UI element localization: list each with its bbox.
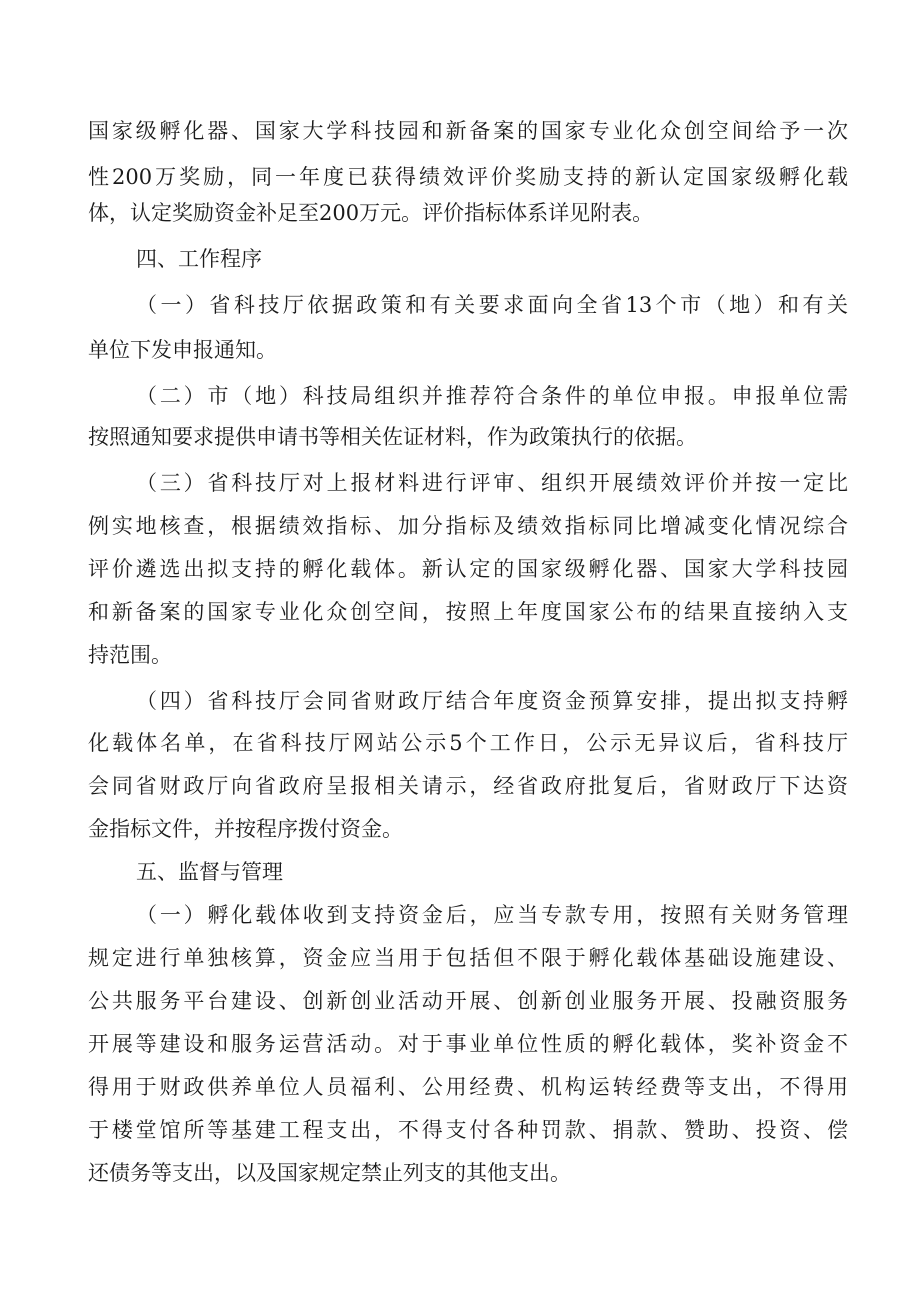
text-line: 化载体名单，在省科技厅网站公示5个工作日，公示无异议后，省科技厅 xyxy=(88,731,848,755)
text-line: 公共服务平台建设、创新创业活动开展、创新创业服务开展、投融资服务 xyxy=(88,989,848,1013)
section-heading: 四、工作程序 xyxy=(136,247,262,271)
text-line: 于楼堂馆所等基建工程支出，不得支付各种罚款、捐款、赞助、投资、偿 xyxy=(88,1118,848,1142)
text-line: 性200万奖励，同一年度已获得绩效评价奖励支持的新认定国家级孵化载 xyxy=(88,165,848,189)
text-line: 开展等建设和服务运营活动。对于事业单位性质的孵化载体，奖补资金不 xyxy=(88,1032,848,1056)
text-line: 体，认定奖励资金补足至200万元。评价指标体系详见附表。 xyxy=(88,201,654,225)
text-line: 金指标文件，并按程序拨付资金。 xyxy=(88,817,403,841)
text-line: （一）孵化载体收到支持资金后，应当专款专用，按照有关财务管理 xyxy=(136,903,848,927)
text-line: 和新备案的国家专业化众创空间，按照上年度国家公布的结果直接纳入支 xyxy=(88,600,848,624)
text-line: 例实地核查，根据绩效指标、加分指标及绩效指标同比增减变化情况综合 xyxy=(88,514,848,538)
text-line: 会同省财政厅向省政府呈报相关请示，经省政府批复后，省财政厅下达资 xyxy=(88,774,848,798)
text-line: 持范围。 xyxy=(88,643,172,667)
text-line: 得用于财政供养单位人员福利、公用经费、机构运转经费等支出，不得用 xyxy=(88,1075,848,1099)
text-line: （一）省科技厅依据政策和有关要求面向全省13个市（地）和有关 xyxy=(136,293,848,317)
text-line: 还债务等支出，以及国家规定禁止列支的其他支出。 xyxy=(88,1161,571,1185)
text-line: 评价遴选出拟支持的孵化载体。新认定的国家级孵化器、国家大学科技园 xyxy=(88,557,848,581)
text-line: 规定进行单独核算，资金应当用于包括但不限于孵化载体基础设施建设、 xyxy=(88,946,848,970)
text-line: 国家级孵化器、国家大学科技园和新备案的国家专业化众创空间给予一次 xyxy=(88,119,848,143)
text-line: 单位下发申报通知。 xyxy=(88,338,277,362)
text-line: （二）市（地）科技局组织并推荐符合条件的单位申报。申报单位需 xyxy=(136,384,848,408)
section-heading: 五、监督与管理 xyxy=(136,860,283,884)
text-line: 按照通知要求提供申请书等相关佐证材料，作为政策执行的依据。 xyxy=(88,425,697,449)
text-line: （四）省科技厅会同省财政厅结合年度资金预算安排，提出拟支持孵 xyxy=(136,689,848,713)
text-line: （三）省科技厅对上报材料进行评审、组织开展绩效评价并按一定比 xyxy=(136,471,848,495)
